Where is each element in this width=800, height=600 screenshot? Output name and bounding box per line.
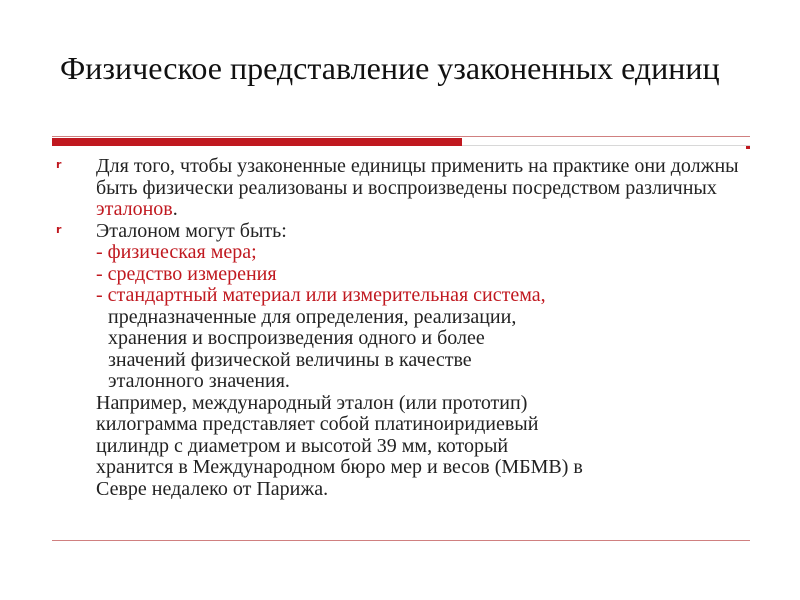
bullet-1-highlight: эталонов: [96, 198, 173, 220]
title-divider-accent: [52, 138, 462, 146]
example-line: килограмма представляет собой платиноиридиевый: [96, 413, 539, 435]
bullet-item-1: [56, 156, 756, 221]
bullet-marker-icon: r: [56, 222, 62, 236]
continuation-line: значений физической величины в качестве: [108, 348, 472, 371]
example-line: цилиндр с диаметром и высотой 39 мм, который: [96, 434, 509, 457]
etalon-item-material: - стандартный материал или измерительная система,: [96, 284, 546, 306]
continuation-line: хранения и воспроизведения одного и более: [108, 327, 485, 349]
title-divider-dot: [746, 146, 750, 149]
footer-divider: [52, 540, 750, 541]
etalon-item-instrument: - средство измерения: [96, 262, 277, 285]
title-divider-top: [52, 136, 750, 137]
bullet-2-intro: Эталоном могут быть:: [96, 219, 287, 242]
continuation-line: эталонного значения.: [108, 370, 290, 392]
bullet-item-2: [56, 221, 756, 501]
example-line: Например, международный эталон (или прототип): [96, 391, 528, 414]
title-divider-shadow: [462, 145, 750, 146]
slide-title: Физическое представление узаконенных единиц: [60, 50, 720, 86]
etalon-item-measure: - физическая мера;: [96, 241, 257, 263]
continuation-line: предназначенные для определения, реализации,: [108, 305, 517, 328]
bullet-marker-icon: r: [56, 158, 62, 171]
slide-body: [56, 156, 756, 500]
example-line: хранится в Международном бюро мер и весов (МБМВ) в: [96, 456, 583, 478]
bullet-1-text: Для того, чтобы узаконенные единицы применить на практике они должны быть физически реализованы и воспроизведены посредством различных: [96, 155, 739, 199]
bullet-1-end: .: [172, 198, 178, 220]
example-line: Севре недалеко от Парижа.: [96, 477, 329, 500]
